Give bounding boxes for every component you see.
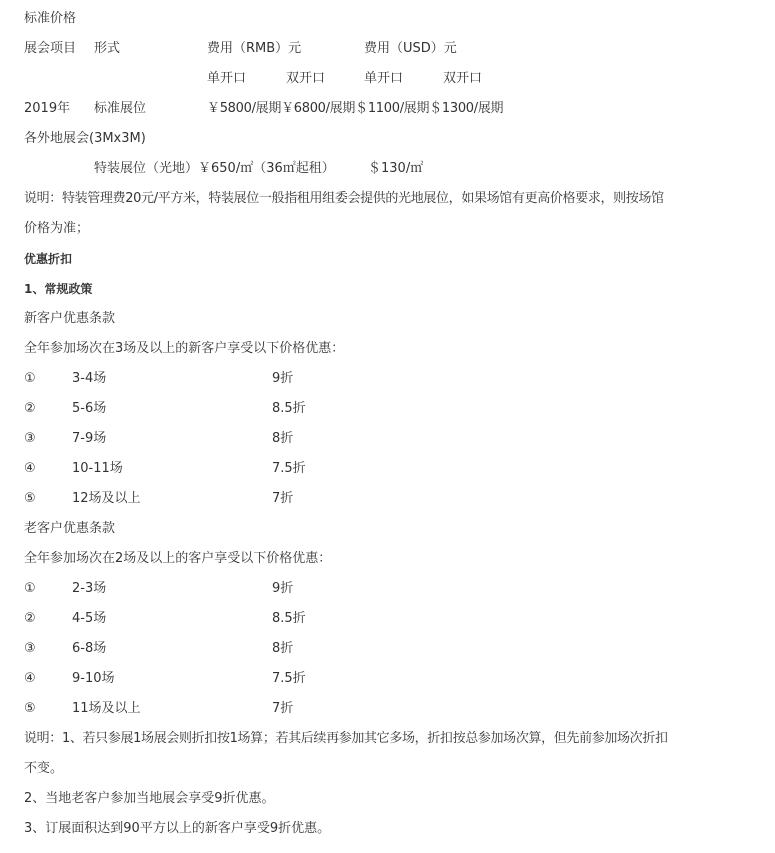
new-customer-intro: 全年参加场次在3场及以上的新客户享受以下价格优惠： [24, 341, 345, 356]
tier-mark: ① [24, 371, 36, 386]
row1-year: 2019年 [24, 101, 71, 116]
tier-rate: 9折 [272, 371, 294, 386]
tier-rate: 7.5折 [272, 671, 306, 686]
tier-range: 3-4场 [72, 371, 107, 386]
header-double-rmb: 双开口 [286, 71, 326, 86]
tier-mark: ④ [24, 671, 36, 686]
tier-rate: 9折 [272, 581, 294, 596]
pricing-title: 标准价格 [24, 11, 77, 26]
tier-rate: 8.5折 [272, 611, 306, 626]
header-single-usd: 单开口 [364, 71, 404, 86]
row2-item: 各外地展会(3Mx3M) [24, 131, 146, 146]
tier-rate: 8折 [272, 431, 294, 446]
row1-prices: ￥5800/展期￥6800/展期＄1100/展期＄1300/展期 [207, 101, 504, 116]
tier-rate: 7折 [272, 491, 294, 506]
tier-range: 2-3场 [72, 581, 107, 596]
pricing-note: 说明：特装管理费20元/平方米，特装展位一般指租用组委会提供的光地展位，如果场馆有更高价格要求，则按场馆 [24, 191, 664, 206]
tier-mark: ② [24, 401, 36, 416]
old-customer-intro: 全年参加场次在2场及以上的客户享受以下价格优惠： [24, 551, 332, 566]
tier-range: 11场及以上 [72, 701, 141, 716]
policy-title: 1、常规政策 [24, 282, 93, 296]
header-rmb: 费用（RMB）元 [207, 41, 302, 56]
tier-range: 10-11场 [72, 461, 123, 476]
tier-range: 12场及以上 [72, 491, 141, 506]
tier-rate: 8折 [272, 641, 294, 656]
discount-note-1-cont: 不变。 [24, 761, 64, 776]
tier-mark: ③ [24, 641, 36, 656]
discounts-title: 优惠折扣 [24, 252, 73, 266]
old-customer-title: 老客户优惠条款 [24, 521, 116, 536]
header-double-usd: 双开口 [443, 71, 483, 86]
header-item: 展会项目 [24, 41, 77, 56]
pricing-note-cont: 价格为准； [24, 221, 90, 236]
tier-mark: ③ [24, 431, 36, 446]
header-usd: 费用（USD）元 [364, 41, 457, 56]
new-customer-title: 新客户优惠条款 [24, 311, 116, 326]
tier-mark: ② [24, 611, 36, 626]
row1-form: 标准展位 [94, 101, 147, 116]
tier-range: 9-10场 [72, 671, 115, 686]
discount-note-1: 说明：1、若只参展1场展会则折扣按1场算；若其后续再参加其它多场，折扣按总参加场次算，但先前参加场次折扣 [24, 731, 668, 746]
row2-form: 特装展位（光地）￥650/㎡（36㎡起租） [94, 161, 335, 176]
discount-note-3: 3、订展面积达到90平方以上的新客户享受9折优惠。 [24, 821, 331, 836]
tier-range: 4-5场 [72, 611, 107, 626]
tier-range: 5-6场 [72, 401, 107, 416]
tier-rate: 7折 [272, 701, 294, 716]
tier-range: 6-8场 [72, 641, 107, 656]
header-form: 形式 [94, 41, 121, 56]
tier-mark: ① [24, 581, 36, 596]
tier-rate: 7.5折 [272, 461, 306, 476]
tier-mark: ⑤ [24, 491, 36, 506]
row2-usd: ＄130/㎡ [368, 161, 424, 176]
discount-note-2: 2、当地老客户参加当地展会享受9折优惠。 [24, 791, 275, 806]
tier-mark: ⑤ [24, 701, 36, 716]
tier-range: 7-9场 [72, 431, 107, 446]
tier-mark: ④ [24, 461, 36, 476]
tier-rate: 8.5折 [272, 401, 306, 416]
header-single-rmb: 单开口 [207, 71, 247, 86]
